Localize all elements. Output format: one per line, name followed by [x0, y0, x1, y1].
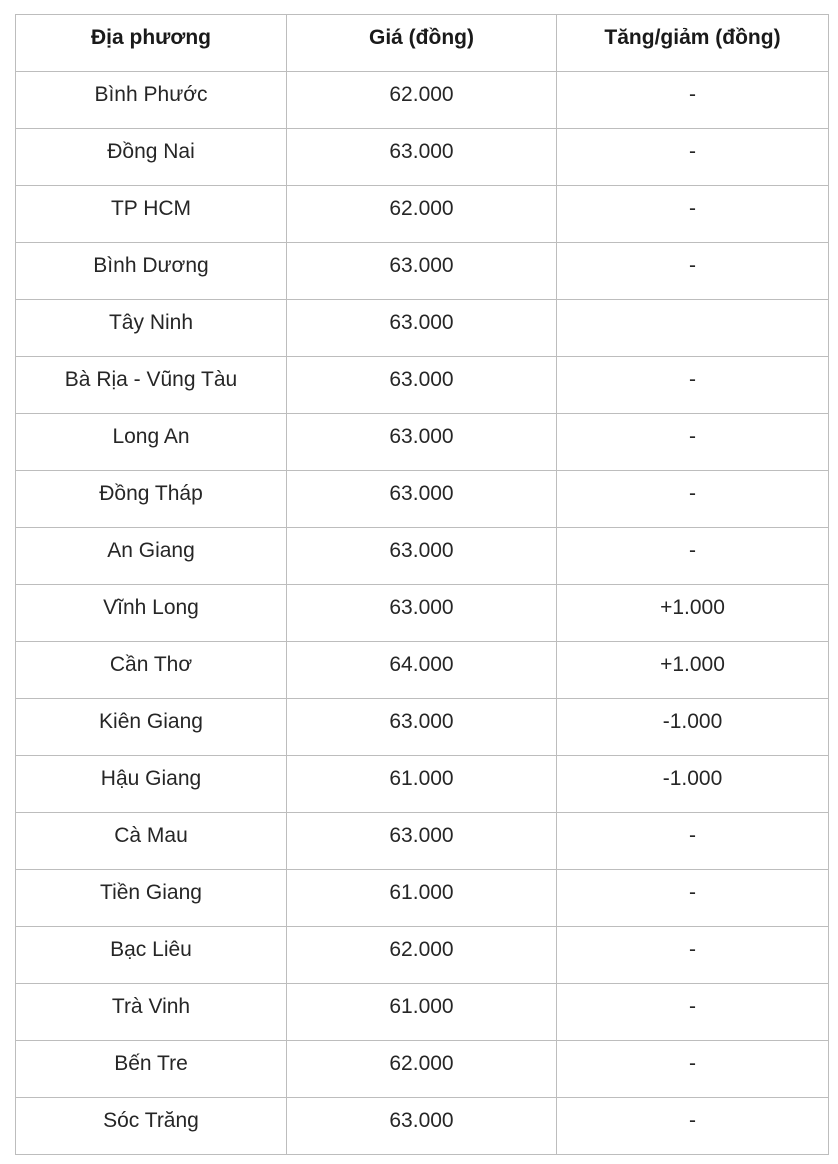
change-cell-text: -	[689, 196, 696, 220]
change-cell-text: -	[689, 367, 696, 391]
change-cell	[557, 72, 829, 129]
price-cell	[287, 129, 557, 186]
price-cell	[287, 186, 557, 243]
table-row	[16, 585, 829, 642]
price-cell-text: 63.000	[389, 481, 454, 505]
location-cell	[16, 927, 287, 984]
price-cell	[287, 813, 557, 870]
change-cell-text: -	[689, 82, 696, 106]
location-cell-text: Bạc Liêu	[110, 937, 192, 961]
location-cell	[16, 243, 287, 300]
change-cell	[557, 585, 829, 642]
location-cell-text: Trà Vinh	[111, 994, 191, 1018]
location-cell-text: Bà Rịa - Vũng Tàu	[64, 367, 238, 391]
change-cell-text: -	[689, 538, 696, 562]
change-cell-text: -	[689, 1108, 696, 1132]
price-cell	[287, 642, 557, 699]
change-cell-text: -1.000	[662, 709, 723, 733]
change-cell	[557, 471, 829, 528]
location-cell	[16, 1098, 287, 1155]
price-cell-text: 61.000	[389, 994, 454, 1018]
location-cell-text: Đồng Nai	[107, 139, 195, 163]
price-cell-text: 64.000	[389, 652, 454, 676]
location-cell-text: Bình Phước	[94, 82, 208, 106]
price-cell-text: 61.000	[389, 880, 454, 904]
price-cell-text: 62.000	[389, 937, 454, 961]
table-row	[16, 72, 829, 129]
location-cell	[16, 756, 287, 813]
change-cell	[557, 1098, 829, 1155]
table-row	[16, 414, 829, 471]
price-cell	[287, 357, 557, 414]
location-cell	[16, 186, 287, 243]
price-cell-text: 63.000	[389, 367, 454, 391]
price-cell-text: 63.000	[389, 310, 454, 334]
price-cell-text: 63.000	[389, 709, 454, 733]
location-cell	[16, 129, 287, 186]
table-row	[16, 528, 829, 585]
change-cell	[557, 813, 829, 870]
location-cell	[16, 414, 287, 471]
table-row	[16, 1041, 829, 1098]
price-cell	[287, 243, 557, 300]
table-row	[16, 243, 829, 300]
price-cell-text: 63.000	[389, 595, 454, 619]
change-cell-text: -	[689, 880, 696, 904]
price-cell-text: 63.000	[389, 538, 454, 562]
change-cell	[557, 243, 829, 300]
change-cell	[557, 357, 829, 414]
location-cell-text: Tây Ninh	[108, 310, 194, 334]
change-cell-text: -	[689, 253, 696, 277]
change-cell	[557, 870, 829, 927]
location-cell-text: Cần Thơ	[109, 652, 193, 676]
table-header	[16, 15, 829, 72]
price-cell-text: 62.000	[389, 82, 454, 106]
location-cell-text: Long An	[112, 424, 190, 448]
header-location-label: Địa phương	[91, 25, 211, 49]
table-body	[16, 72, 829, 1155]
price-cell-text: 63.000	[389, 253, 454, 277]
location-cell-text: Tiền Giang	[100, 880, 202, 904]
header-price	[287, 15, 557, 72]
price-cell	[287, 927, 557, 984]
table-row	[16, 813, 829, 870]
price-cell	[287, 585, 557, 642]
change-cell	[557, 642, 829, 699]
location-cell-text: Đồng Tháp	[99, 481, 203, 505]
location-cell-text: An Giang	[107, 538, 195, 562]
change-cell	[557, 414, 829, 471]
change-cell-text: -	[689, 937, 696, 961]
price-cell-text: 63.000	[389, 139, 454, 163]
location-cell-text: Kiên Giang	[99, 709, 203, 733]
location-cell	[16, 300, 287, 357]
change-cell-text: +1.000	[660, 652, 725, 676]
price-cell	[287, 72, 557, 129]
location-cell	[16, 1041, 287, 1098]
location-cell	[16, 870, 287, 927]
table-row	[16, 756, 829, 813]
price-cell-text: 63.000	[389, 823, 454, 847]
price-cell-text: 63.000	[389, 1108, 454, 1132]
header-price-label: Giá (đồng)	[369, 25, 474, 49]
table-row	[16, 984, 829, 1041]
change-cell-text: -	[689, 139, 696, 163]
price-cell	[287, 414, 557, 471]
table-row	[16, 357, 829, 414]
change-cell	[557, 300, 829, 357]
location-cell	[16, 585, 287, 642]
location-cell	[16, 471, 287, 528]
change-cell	[557, 927, 829, 984]
table-row	[16, 927, 829, 984]
table-row	[16, 870, 829, 927]
price-cell-text: 62.000	[389, 1051, 454, 1075]
location-cell	[16, 72, 287, 129]
price-cell	[287, 756, 557, 813]
header-change-label: Tăng/giảm (đồng)	[604, 25, 781, 49]
change-cell	[557, 129, 829, 186]
change-cell-text: +1.000	[660, 595, 725, 619]
price-cell	[287, 1041, 557, 1098]
location-cell-text: Sóc Trăng	[103, 1108, 199, 1132]
price-cell-text: 61.000	[389, 766, 454, 790]
change-cell	[557, 186, 829, 243]
table-row	[16, 642, 829, 699]
location-cell	[16, 984, 287, 1041]
price-cell	[287, 984, 557, 1041]
location-cell-text: Hậu Giang	[100, 766, 202, 790]
table-row	[16, 1098, 829, 1155]
table-row	[16, 300, 829, 357]
change-cell-text: -	[689, 823, 696, 847]
change-cell	[557, 1041, 829, 1098]
location-cell	[16, 357, 287, 414]
price-cell	[287, 300, 557, 357]
location-cell	[16, 528, 287, 585]
change-cell	[557, 699, 829, 756]
header-row	[16, 15, 829, 72]
price-cell-text: 63.000	[389, 424, 454, 448]
header-location	[16, 15, 287, 72]
table-row	[16, 186, 829, 243]
price-cell	[287, 471, 557, 528]
change-cell	[557, 756, 829, 813]
price-cell-text: 62.000	[389, 196, 454, 220]
price-cell	[287, 699, 557, 756]
change-cell-text: -1.000	[662, 766, 723, 790]
location-cell	[16, 642, 287, 699]
change-cell-text: -	[689, 424, 696, 448]
table-row	[16, 699, 829, 756]
location-cell-text: TP HCM	[110, 196, 192, 220]
change-cell-text: -	[689, 1051, 696, 1075]
change-cell	[557, 984, 829, 1041]
location-cell-text: Vĩnh Long	[103, 595, 199, 619]
change-cell	[557, 528, 829, 585]
location-cell	[16, 813, 287, 870]
location-cell	[16, 699, 287, 756]
price-table	[15, 14, 829, 1155]
header-change	[557, 15, 829, 72]
location-cell-text: Bến Tre	[114, 1051, 188, 1075]
location-cell-text: Bình Dương	[93, 253, 209, 277]
table-row	[16, 471, 829, 528]
price-cell	[287, 870, 557, 927]
change-cell-text: -	[689, 481, 696, 505]
price-cell	[287, 528, 557, 585]
change-cell-text: -	[689, 994, 696, 1018]
table-row	[16, 129, 829, 186]
location-cell-text: Cà Mau	[114, 823, 188, 847]
price-cell	[287, 1098, 557, 1155]
